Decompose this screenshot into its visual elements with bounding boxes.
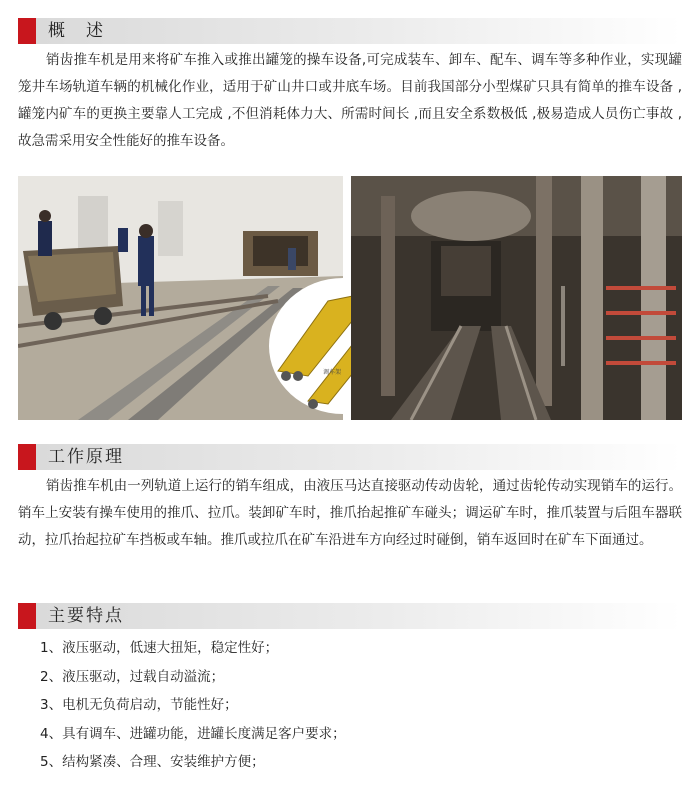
section-marker bbox=[18, 18, 36, 44]
section-title-overview: 概 述 bbox=[48, 21, 105, 41]
product-photos bbox=[18, 176, 682, 420]
mine-shaft-photo bbox=[351, 176, 682, 420]
section-title-principle: 工作原理 bbox=[48, 447, 124, 467]
feature-item-2: 2、液压驱动，过载自动溢流； bbox=[40, 668, 225, 685]
section-header-overview bbox=[18, 18, 682, 44]
feature-item-5: 5、结构紧凑、合理、安装维护方便； bbox=[40, 754, 265, 770]
section-title-features: 主要特点 bbox=[48, 606, 124, 626]
section-header-features bbox=[18, 603, 682, 629]
section-marker bbox=[18, 444, 36, 470]
part-label-1: 调车架 bbox=[323, 369, 342, 376]
feature-item-4: 4、具有调车、进罐功能，进罐长度满足客户要求； bbox=[40, 725, 346, 742]
section-header-principle bbox=[18, 444, 682, 470]
features-list bbox=[40, 634, 346, 777]
feature-item-1: 1、液压驱动，低速大扭矩，稳定性好； bbox=[40, 640, 279, 656]
feature-item-3: 3、电机无负荷启动，节能性好； bbox=[40, 697, 238, 713]
overview-paragraph: 销齿推车机是用来将矿车推入或推出罐笼的操车设备,可完成装车、卸车、配车、调车等多种作业，实现罐笼井车场轨道车辆的机械化作业，适用于矿山井口或井底车场。目前我国部分小型煤矿只具有简单的推车设备 ,罐笼内矿车的更换主要靠人工完成 ,不但消耗体力大、所需时间长 ,而且安全系数极低 ,极易造成人员伤亡事故 ,故急需采用安全性能好的推车设备。 bbox=[18, 52, 682, 149]
section-marker bbox=[18, 603, 36, 629]
principle-paragraph: 销齿推车机由一列轨道上运行的销车组成，由液压马达直接驱动传动齿轮，通过齿轮传动实现销车的运行。销车上安装有操车使用的推爪、拉爪。装卸矿车时，推爪抬起推矿车碰头；调运矿车时，推爪装置与后阻车器联动，拉爪抬起拉矿车挡板或车轴。推爪或拉爪在矿车沿进车方向经过时碰倒，销车返回时在矿车下面通过。 bbox=[18, 478, 682, 548]
